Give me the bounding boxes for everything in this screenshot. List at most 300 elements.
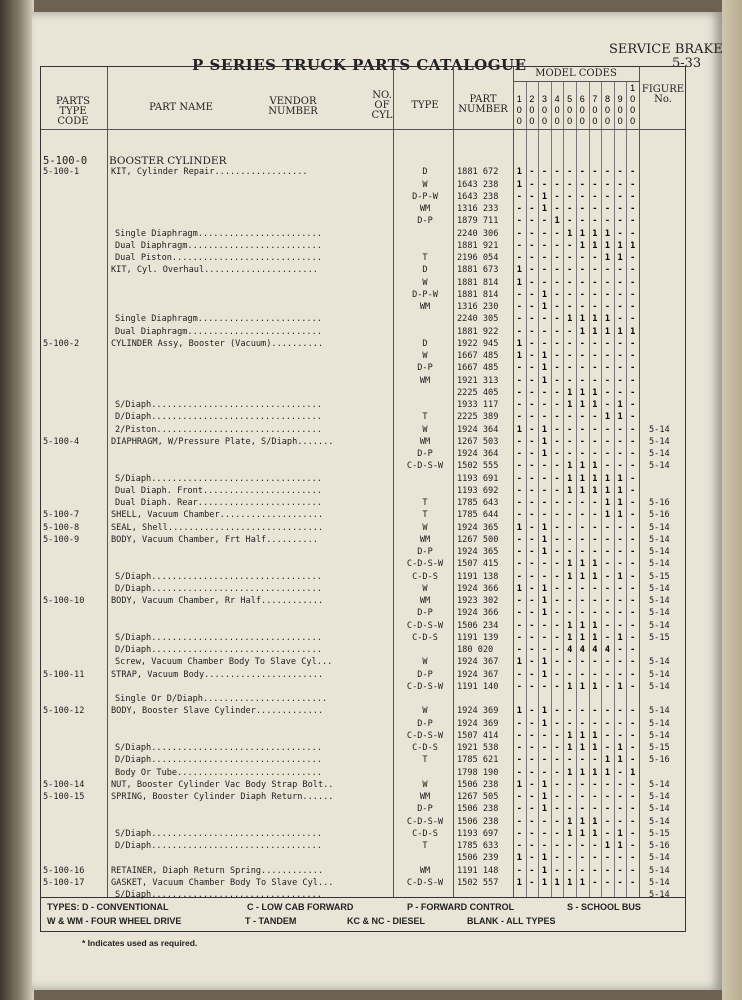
- model-code-mark: -: [604, 779, 611, 790]
- model-code-mark: -: [554, 853, 560, 864]
- part-type: T: [422, 510, 428, 521]
- model-code-mark: -: [617, 179, 623, 190]
- part-type: T: [422, 253, 428, 263]
- model-code-mark: -: [516, 632, 522, 643]
- parts-type-code: 5-100-10: [43, 596, 85, 606]
- part-number: 1785 633: [457, 841, 499, 851]
- model-code-mark: 1: [604, 755, 611, 766]
- model-code-mark: -: [529, 841, 535, 851]
- figure-number: 5-14: [649, 583, 670, 594]
- model-code-mark: -: [592, 302, 598, 312]
- model-code-mark: -: [567, 853, 573, 864]
- model-code-digit: 9: [617, 94, 623, 104]
- model-code-mark: 1: [516, 522, 522, 533]
- part-name: S/Diaph.................................: [115, 571, 322, 582]
- model-code-mark: -: [516, 596, 522, 606]
- model-code-mark: -: [630, 522, 636, 533]
- model-code-mark: -: [529, 216, 535, 227]
- model-code-mark: -: [554, 277, 560, 288]
- model-code-mark: -: [617, 706, 623, 717]
- model-code-mark: -: [604, 632, 611, 643]
- model-code-mark: -: [529, 608, 535, 619]
- model-code-mark: -: [630, 743, 636, 753]
- model-code-mark: -: [516, 375, 522, 386]
- parts-table: [40, 66, 686, 898]
- model-code-mark: -: [516, 228, 522, 239]
- figure-number: 5-16: [649, 841, 670, 851]
- model-code-mark: -: [529, 877, 535, 888]
- model-code-mark: -: [617, 816, 623, 827]
- model-code-mark: -: [604, 400, 611, 410]
- model-code-mark: -: [604, 167, 611, 178]
- model-code-mark: -: [529, 240, 535, 251]
- model-code-mark: -: [554, 461, 560, 472]
- figure-number: 5-14: [649, 559, 670, 570]
- part-number: 1924 364: [457, 424, 499, 435]
- model-code-mark: -: [541, 167, 548, 178]
- model-code-mark: -: [516, 498, 522, 508]
- model-code-mark: -: [617, 730, 623, 741]
- model-code-mark: -: [541, 265, 548, 276]
- model-code-digit: 0: [604, 105, 610, 115]
- model-code-mark: 1: [516, 657, 522, 668]
- part-number: 1506 239: [457, 853, 499, 864]
- model-code-mark: -: [541, 387, 548, 398]
- model-code-mark: -: [554, 375, 560, 386]
- model-code-mark: -: [579, 596, 585, 606]
- model-code-mark: -: [579, 718, 585, 729]
- part-name: DIAPHRAGM, W/Pressure Plate, S/Diaph.......: [111, 436, 334, 447]
- model-code-mark: -: [554, 449, 560, 459]
- model-code-digit: 0: [541, 105, 547, 115]
- part-number: 1506 238: [457, 804, 499, 815]
- model-code-mark: -: [529, 816, 535, 827]
- model-code-mark: -: [541, 179, 548, 190]
- model-code-mark: -: [592, 718, 598, 729]
- model-code-mark: -: [554, 351, 560, 361]
- model-code-mark: 1: [516, 583, 522, 594]
- model-code-mark: -: [541, 314, 548, 325]
- figure-number: 5-15: [649, 743, 670, 753]
- model-code-mark: -: [579, 583, 585, 594]
- model-code-mark: 1: [604, 485, 611, 496]
- model-code-mark: -: [541, 473, 548, 484]
- model-code-mark: 1: [617, 485, 623, 496]
- part-number: 1881 921: [457, 240, 499, 251]
- part-type: D-P: [417, 547, 433, 557]
- model-code-mark: -: [617, 338, 623, 349]
- model-code-mark: -: [630, 865, 636, 876]
- header-divider: [41, 129, 685, 130]
- part-name: BODY, Booster Slave Cylinder.............: [111, 706, 324, 717]
- model-code-mark: 1: [592, 828, 598, 839]
- model-code-mark: -: [529, 534, 535, 545]
- model-code-digit: 5: [567, 94, 573, 104]
- model-code-mark: 1: [579, 816, 585, 827]
- model-code-mark: 1: [567, 314, 573, 325]
- model-code-mark: -: [529, 583, 535, 594]
- model-code-mark: 1: [579, 400, 585, 410]
- model-code-mark: -: [630, 473, 636, 484]
- model-code-mark: -: [567, 265, 573, 276]
- model-code-mark: -: [567, 792, 573, 802]
- part-name: NUT, Booster Cylinder Vac Body Strap Bolt..: [111, 779, 334, 790]
- model-code-mark: 1: [516, 706, 522, 717]
- model-code-mark: 1: [604, 253, 611, 263]
- model-code-mark: -: [579, 338, 585, 349]
- model-code-mark: -: [579, 706, 585, 717]
- part-type: WM: [419, 204, 431, 214]
- model-code-mark: -: [604, 596, 611, 606]
- part-type: D-P: [417, 669, 433, 680]
- model-code-mark: -: [604, 608, 611, 619]
- model-code-mark: 1: [516, 179, 522, 190]
- model-code-mark: 1: [579, 620, 585, 631]
- model-code-mark: -: [516, 326, 522, 337]
- model-code-mark: -: [516, 681, 522, 692]
- parts-type-code: 5-100-9: [43, 534, 80, 545]
- model-code-mark: -: [529, 204, 535, 214]
- part-number: 2225 389: [457, 412, 499, 423]
- model-code-mark: -: [579, 167, 585, 178]
- model-code-mark: 1: [604, 412, 611, 423]
- model-code-mark: -: [604, 559, 611, 570]
- model-code-mark: -: [529, 645, 535, 655]
- model-code-mark: -: [529, 253, 535, 263]
- model-code-mark: -: [516, 387, 522, 398]
- model-code-mark: -: [516, 645, 522, 655]
- model-code-mark: -: [554, 326, 560, 337]
- model-code-mark: -: [541, 498, 548, 508]
- part-number: 1881 672: [457, 167, 499, 178]
- model-code-mark: -: [604, 179, 611, 190]
- model-code-mark: 1: [604, 326, 611, 337]
- model-code-mark: -: [630, 302, 636, 312]
- model-code-mark: 1: [592, 730, 598, 741]
- model-code-mark: -: [592, 216, 598, 227]
- part-type: D-P-W: [412, 289, 438, 300]
- model-code-mark: 1: [567, 461, 573, 472]
- model-code-mark: -: [554, 424, 560, 435]
- model-code-mark: -: [541, 240, 548, 251]
- model-code-mark: -: [529, 314, 535, 325]
- figure-number: 5-14: [649, 865, 670, 876]
- model-code-mark: 1: [579, 571, 585, 582]
- model-code-mark: -: [541, 571, 548, 582]
- page-number: 5-33: [672, 56, 702, 71]
- model-code-mark: 1: [592, 461, 598, 472]
- model-code-mark: 1: [617, 841, 623, 851]
- model-code-mark: -: [529, 351, 535, 361]
- model-code-mark: -: [617, 559, 623, 570]
- model-code-mark: -: [630, 547, 636, 557]
- part-number: 1502 557: [457, 877, 499, 888]
- part-name: D/Diaph.................................: [115, 841, 322, 851]
- parts-type-code: 5-100-4: [43, 436, 80, 447]
- model-code-mark: -: [592, 449, 598, 459]
- model-code-mark: -: [516, 804, 522, 815]
- part-number: 1506 234: [457, 620, 499, 631]
- model-code-mark: -: [630, 277, 636, 288]
- parts-type-code: 5-100-14: [43, 779, 85, 790]
- model-code-mark: -: [604, 877, 611, 888]
- model-code-mark: -: [529, 179, 535, 190]
- model-code-mark: -: [554, 522, 560, 533]
- model-code-mark: -: [567, 289, 573, 300]
- model-code-mark: -: [579, 657, 585, 668]
- part-type: WM: [419, 302, 431, 312]
- part-name: BODY, Vacuum Chamber, Frt Half..........: [111, 534, 318, 545]
- part-name: S/Diaph.................................: [115, 828, 322, 839]
- model-code-mark: 1: [592, 485, 598, 496]
- model-code-mark: -: [617, 449, 623, 459]
- model-code-mark: -: [541, 277, 548, 288]
- model-code-mark: 1: [579, 387, 585, 398]
- model-code-mark: 1: [541, 718, 548, 729]
- model-code-mark: -: [554, 436, 560, 447]
- model-code-mark: 1: [604, 498, 611, 508]
- part-type: W: [422, 179, 428, 190]
- figure-number: 5-15: [649, 571, 670, 582]
- part-type: W: [422, 277, 428, 288]
- part-number: 1267 500: [457, 534, 499, 545]
- book-spine: [0, 0, 34, 1000]
- model-code-mark: -: [516, 461, 522, 472]
- model-code-mark: -: [554, 302, 560, 312]
- part-number: 2196 054: [457, 253, 499, 263]
- types-legend-entry: W & WM - FOUR WHEEL DRIVE: [47, 916, 182, 926]
- model-code-mark: -: [630, 632, 636, 643]
- figure-number: 5-14: [649, 534, 670, 545]
- model-code-mark: -: [529, 424, 535, 435]
- model-code-mark: 4: [592, 645, 598, 655]
- model-code-mark: -: [630, 816, 636, 827]
- model-code-mark: 1: [554, 216, 560, 227]
- model-code-mark: -: [630, 828, 636, 839]
- model-code-mark: -: [516, 547, 522, 557]
- model-code-mark: -: [554, 191, 560, 202]
- part-type: WM: [419, 865, 431, 876]
- model-code-mark: -: [630, 387, 636, 398]
- model-code-mark: 1: [592, 620, 598, 631]
- part-number: 1507 414: [457, 730, 499, 741]
- model-code-mark: -: [567, 436, 573, 447]
- model-code-mark: -: [554, 706, 560, 717]
- model-code-mark: -: [541, 743, 548, 753]
- model-code-mark: -: [604, 424, 611, 435]
- part-name: S/Diaph.................................: [115, 473, 322, 484]
- model-code-mark: -: [554, 620, 560, 631]
- part-number: 1667 485: [457, 351, 499, 361]
- model-code-mark: -: [567, 510, 573, 521]
- model-code-mark: -: [592, 277, 598, 288]
- model-code-mark: -: [516, 253, 522, 263]
- model-code-mark: -: [604, 571, 611, 582]
- model-code-mark: -: [592, 841, 598, 851]
- model-code-mark: -: [579, 424, 585, 435]
- model-code-mark: -: [630, 755, 636, 766]
- model-code-mark: -: [617, 314, 623, 325]
- model-code-mark: -: [579, 608, 585, 619]
- model-code-mark: -: [579, 804, 585, 815]
- model-code-mark: 1: [516, 338, 522, 349]
- model-code-mark: -: [567, 363, 573, 374]
- model-code-mark: -: [604, 351, 611, 361]
- model-code-mark: -: [554, 338, 560, 349]
- model-code-mark: -: [516, 816, 522, 827]
- model-code-mark: -: [554, 804, 560, 815]
- model-code-mark: -: [630, 216, 636, 227]
- model-code-mark: -: [604, 277, 611, 288]
- model-code-mark: 1: [617, 400, 623, 410]
- model-code-mark: 1: [567, 743, 573, 753]
- model-code-mark: -: [554, 583, 560, 594]
- model-code-mark: -: [630, 718, 636, 729]
- model-code-mark: -: [604, 387, 611, 398]
- model-code-mark: -: [529, 547, 535, 557]
- model-code-mark: -: [592, 877, 598, 888]
- part-type: T: [422, 498, 428, 508]
- model-code-mark: 1: [617, 412, 623, 423]
- figure-number: 5-14: [649, 718, 670, 729]
- model-code-mark: -: [567, 547, 573, 557]
- model-code-mark: -: [592, 191, 598, 202]
- model-code-mark: -: [554, 657, 560, 668]
- model-code-mark: -: [554, 718, 560, 729]
- model-code-mark: -: [617, 596, 623, 606]
- part-number: 1924 369: [457, 706, 499, 717]
- model-code-digit: 0: [554, 116, 560, 126]
- model-code-mark: -: [567, 669, 573, 680]
- model-code-mark: -: [617, 657, 623, 668]
- model-code-mark: -: [554, 498, 560, 508]
- types-legend-entry: C - LOW CAB FORWARD: [247, 902, 354, 912]
- part-number: 1921 538: [457, 743, 499, 753]
- col-divider: [393, 67, 394, 897]
- model-code-mark: -: [529, 718, 535, 729]
- model-code-mark: -: [516, 718, 522, 729]
- model-code-mark: -: [592, 853, 598, 864]
- model-code-mark: 1: [592, 473, 598, 484]
- model-code-mark: 4: [604, 645, 611, 655]
- part-name: CYLINDER Assy, Booster (Vacuum)..........: [111, 338, 324, 349]
- model-code-mark: -: [604, 449, 611, 459]
- part-number: 1798 190: [457, 767, 499, 778]
- model-code-mark: -: [592, 498, 598, 508]
- part-name: Screw, Vacuum Chamber Body To Slave Cyl...: [115, 657, 333, 668]
- model-code-mark: 1: [541, 522, 548, 533]
- model-code-mark: -: [554, 253, 560, 263]
- model-code-mark: -: [554, 314, 560, 325]
- model-code-mark: -: [516, 436, 522, 447]
- part-name: KIT, Cylinder Repair..................: [111, 167, 308, 178]
- section-name: SERVICE BRAKE: [609, 42, 723, 57]
- col-divider: [639, 67, 640, 897]
- model-code-mark: -: [630, 253, 636, 263]
- model-code-mark: -: [579, 498, 585, 508]
- model-code-mark: 1: [617, 498, 623, 508]
- model-code-mark: -: [529, 522, 535, 533]
- types-legend-entry: P - FORWARD CONTROL: [407, 902, 515, 912]
- model-code-mark: -: [529, 277, 535, 288]
- model-code-mark: 1: [617, 743, 623, 753]
- model-code-mark: -: [554, 743, 560, 753]
- model-code-mark: -: [630, 436, 636, 447]
- model-code-mark: -: [579, 449, 585, 459]
- model-code-mark: 4: [579, 645, 585, 655]
- model-code-mark: -: [516, 240, 522, 251]
- part-type: T: [422, 755, 428, 766]
- model-code-mark: -: [617, 583, 623, 594]
- model-code-mark: 1: [541, 289, 548, 300]
- model-code-mark: -: [604, 338, 611, 349]
- model-code-mark: -: [541, 461, 548, 472]
- figure-number: 5-14: [649, 681, 670, 692]
- part-type: C-D-S-W: [406, 620, 444, 631]
- model-code-mark: -: [516, 559, 522, 570]
- model-code-mark: -: [554, 596, 560, 606]
- model-code-mark: -: [579, 510, 585, 521]
- model-code-mark: -: [516, 510, 522, 521]
- part-name: D/Diaph.................................: [115, 645, 322, 655]
- model-code-mark: 1: [541, 302, 548, 312]
- model-code-digit: 2: [529, 94, 535, 104]
- parts-type-code: 5-100-7: [43, 510, 80, 521]
- model-code-mark: 1: [541, 608, 548, 619]
- model-code-mark: -: [604, 865, 611, 876]
- model-code-mark: -: [604, 804, 611, 815]
- model-code-mark: -: [516, 620, 522, 631]
- model-code-mark: -: [529, 620, 535, 631]
- model-code-mark: -: [617, 767, 623, 778]
- model-code-mark: -: [567, 191, 573, 202]
- model-code-mark: 1: [541, 449, 548, 459]
- model-code-mark: -: [529, 767, 535, 778]
- model-code-mark: -: [567, 596, 573, 606]
- part-number: 1924 364: [457, 449, 499, 459]
- model-code-mark: 1: [516, 351, 522, 361]
- model-code-mark: -: [529, 449, 535, 459]
- model-code-mark: 1: [516, 779, 522, 790]
- model-code-mark: -: [579, 669, 585, 680]
- model-code-mark: 1: [592, 326, 598, 337]
- part-name: KIT, Cyl. Overhaul......................: [111, 265, 318, 276]
- model-code-mark: 1: [567, 828, 573, 839]
- figure-number: 5-14: [649, 461, 670, 472]
- figure-number: 5-14: [649, 657, 670, 668]
- model-code-mark: -: [529, 375, 535, 386]
- model-code-mark: -: [516, 191, 522, 202]
- model-code-mark: 1: [541, 792, 548, 802]
- model-code-mark: -: [617, 865, 623, 876]
- model-code-mark: -: [529, 228, 535, 239]
- model-code-mark: -: [617, 167, 623, 178]
- model-code-mark: -: [554, 559, 560, 570]
- part-type: W: [422, 424, 428, 435]
- model-code-mark: -: [554, 510, 560, 521]
- figure-number: 5-14: [649, 877, 670, 888]
- part-type: D-P: [417, 449, 433, 459]
- model-code-mark: -: [541, 510, 548, 521]
- figure-number: 5-16: [649, 755, 670, 766]
- part-number: 2225 405: [457, 387, 499, 398]
- model-code-mark: -: [630, 804, 636, 815]
- model-code-mark: -: [516, 534, 522, 545]
- model-code-mark: -: [630, 792, 636, 802]
- model-code-digit: 7: [592, 94, 598, 104]
- model-code-mark: 1: [604, 510, 611, 521]
- model-code-mark: -: [516, 216, 522, 227]
